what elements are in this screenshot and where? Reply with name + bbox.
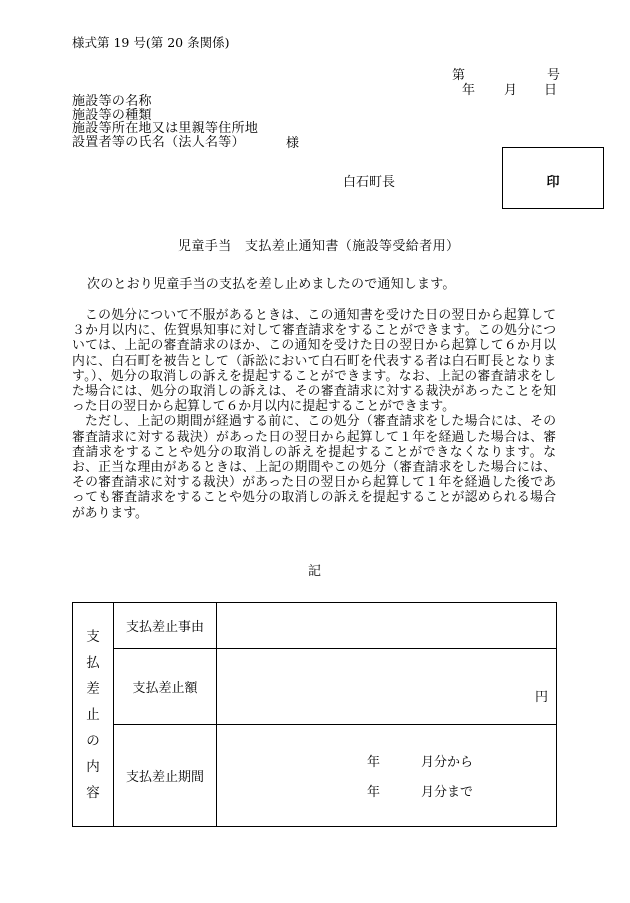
facility-address-label: 施設等所在地又は里親等住所地 — [72, 121, 259, 136]
seal-box — [502, 147, 604, 209]
yen-unit: 円 — [534, 690, 548, 705]
facility-name-label: 施設等の名称 — [72, 94, 152, 109]
vertical-char: 容 — [86, 784, 100, 801]
document-number-prefix: 第 — [452, 68, 466, 83]
detail-table — [72, 602, 557, 827]
document-title: 児童手当 支払差止通知書（施設等受給者用） — [178, 239, 460, 254]
lead-sentence: 次のとおり児童手当の支払を差し止めましたので通知します。 — [87, 277, 456, 292]
period-from-month: 月分から — [421, 755, 474, 770]
amount-value[interactable] — [217, 649, 557, 725]
form-number: 様式第 19 号(第 20 条関係) — [72, 35, 230, 50]
founder-name-label: 設置者等の氏名（法人名等） — [72, 134, 245, 150]
vertical-char: 内 — [86, 758, 100, 775]
amount-label: 支払差止額 — [114, 649, 217, 725]
reason-label: 支払差止事由 — [114, 603, 217, 649]
vertical-char: の — [86, 732, 100, 749]
vertical-char: 払 — [86, 654, 100, 671]
vertical-char: 差 — [86, 680, 100, 697]
appeal-paragraph-2: ただし、上記の期間が経過する前に、この処分（審査請求をした場合には、その審査請求に対する裁決）があった日の翌日から起算して１年を経過した場合は、審査請求をすることや処分の取消しの訴えを提起することができなくなります。なお、正当な理由があるときは、上記の期間やこの処分（審査請求をした場合には、その審査請求に対する裁決）があった日の翌日から起算して１年を経過した後であっても審査請求をすることや処分の取消しの訴えを提起することが認められる場合があります。 — [72, 414, 557, 521]
seal-mark: 印 — [546, 175, 560, 190]
addressee-block — [72, 95, 258, 149]
period-from-year: 年 — [367, 755, 381, 770]
period-to-year: 年 — [367, 785, 381, 800]
date-month: 月 — [504, 83, 518, 98]
reason-value[interactable] — [217, 603, 557, 649]
vertical-char: 止 — [86, 706, 100, 723]
date-year: 年 — [462, 83, 476, 98]
period-to-month: 月分まで — [421, 785, 474, 800]
issuer-name: 白石町長 — [343, 175, 396, 190]
period-value[interactable] — [217, 725, 557, 827]
facility-type-label: 施設等の種類 — [72, 107, 152, 123]
vertical-label — [73, 603, 114, 827]
honorific: 様 — [286, 136, 300, 151]
vertical-char: 支 — [86, 628, 100, 645]
date-day: 日 — [544, 83, 558, 98]
ki-heading: 記 — [308, 564, 322, 579]
appeal-notice — [72, 308, 556, 521]
period-label: 支払差止期間 — [114, 725, 217, 827]
document-number-suffix: 号 — [546, 68, 560, 83]
appeal-paragraph-1: この処分について不服があるときは、この通知書を受けた日の翌日から起算して３か月以内に、佐賀県知事に対して審査請求をすることができます。この処分については、上記の審査請求のほか、この通知を受けた日の翌日から起算して６か月以内に、白石町を被告として（訴訟において白石町を代表する者は白石町長となります。）、処分の取消しの訴えを提起することができます。なお、上記の審査請求をした場合には、処分の取消しの訴えは、その審査請求に対する裁決があったことを知った日の翌日から起算して６か月以内に提起することができます。 — [72, 308, 556, 415]
